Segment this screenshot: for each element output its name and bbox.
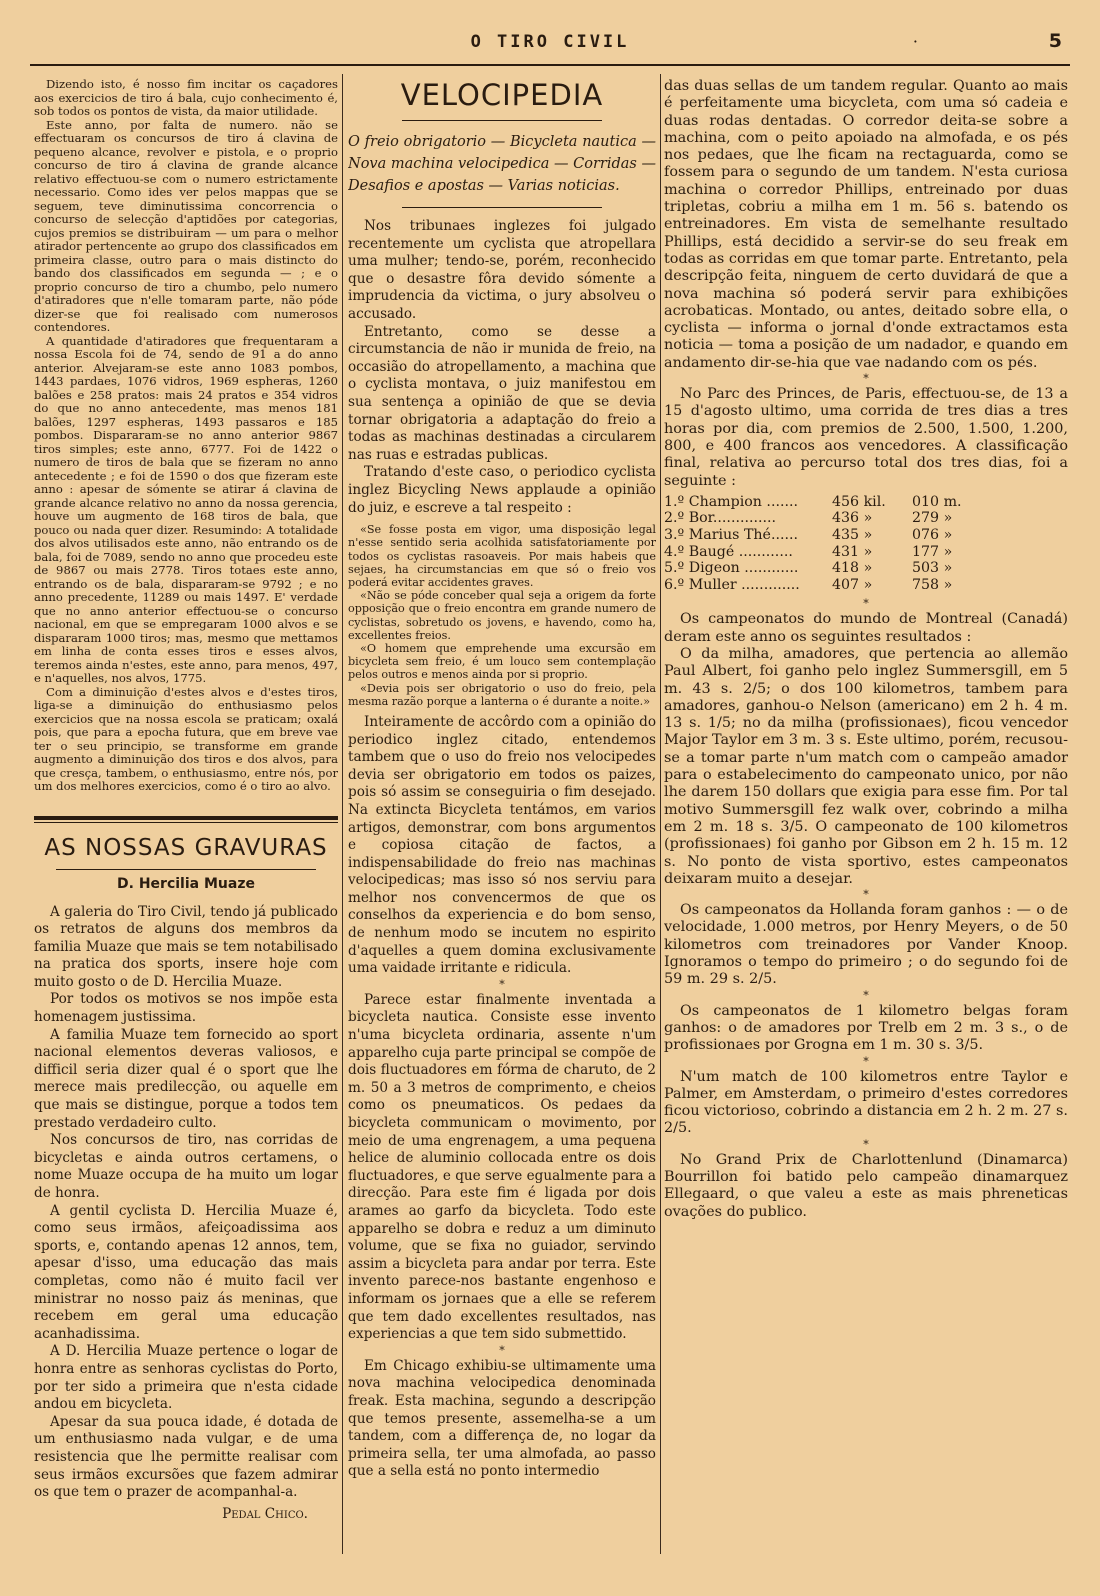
article-person-name: D. Hercilia Muaze — [117, 875, 255, 892]
rider-km: 436 » — [832, 510, 873, 527]
rider-name: 3.º Marius Thé...... — [664, 527, 799, 544]
paragraph: No Grand Prix de Charlottenlund (Dinamarca) Bourrillon foi batido pelo campeão dinamarquez Ellegaard, o que valeu a este as mais phreneticas ovações do publico. — [664, 1151, 1068, 1220]
rider-name: 5.º Digeon ............ — [664, 560, 799, 577]
rider-m: 503 » — [912, 560, 953, 577]
header-rule — [30, 64, 1070, 66]
rider-name: 6.º Muller ............. — [664, 576, 800, 593]
paragraph: Em Chicago exhibiu-se ultimamente uma nova machina velocipedica denominada freak. Esta machina, segundo a descripção que temos presente, assemelha-se a um tandem, com a differença de, no logar da primeira sella, ter uma almofada, ao passo que a sella está no ponto intermedio — [348, 1357, 656, 1480]
rider-m: 076 » — [912, 527, 953, 544]
separator-star: * — [863, 1137, 869, 1151]
paragraph: Por todos os motivos se nos impõe esta homenagem justissima. — [34, 991, 338, 1026]
paragraph: Este anno, por falta de numero. não se effectuaram os concursos de tiro á clavina de pequeno alcance, revolver e pistola, e o proprio concurso de tiro á clavina de grande alcance relativo effectuou-se com o numero estrictamente necessario. Como ides ver pelos mappas que se seguem, teve diminutissima concorrencia o concurso de selecção d'aptidões por categorias, cujos premios se distribuiram — um para o melhor atirador pertencente ao grupo dos classificados em primeira classe, outro para o mais distincto do bando dos classificados em segunda — ; e o proprio concurso de tiro a chumbo, pelo numero d'atiradores que n'elle tomaram parte, não póde dizer-se que foi realisado com numerosos contendores. — [34, 117, 338, 334]
paragraph: A galeria do Tiro Civil, tendo já publicado os retratos de alguns dos membros da familia Muaze que mais se tem notabilisado na pratica dos sports, insere hoje com muito gosto o de D. Hercilia Muaze. — [34, 903, 338, 990]
velocipedia-title: VELOCIPEDIA — [400, 78, 604, 112]
rider-km: 407 » — [832, 576, 873, 593]
paragraph: Nos tribunaes inglezes foi julgado recentemente um cyclista que atropellara uma mulher; tendo-se, porém, reconhecido que o desastre fôra devido sómente a imprudencia da victima, o jury absolveu o accusado. — [348, 218, 656, 322]
rider-m: 010 m. — [912, 493, 962, 510]
paragraph: Apesar da sua pouca idade, é dotada de um enthusiasmo nada vulgar, e de uma resistencia que lhe permitte realisar com seus irmãos excursões que fazem admirar os que tem o prazer de acompanhal-a. — [34, 1413, 338, 1501]
table-row — [664, 510, 1068, 527]
paragraph: Inteiramente de accôrdo com a opinião do periodico inglez citado, entendemos tambem que o uso do freio nos velocipedes devia ser obrigatorio em todos os paizes, pois só assim se conseguiria o fim desejado. Na extincta Bicycleta tentámos, em varios artigos, demonstrar, com bons argumentos e copiosa citação de factos, a indispensabilidade do freio nas machinas velocipedicas; mas isso só nos serviu para melhor nos convencermos de que os conselhos da experiencia e do bom senso, de nenhum modo se incutem no espirito d'aquelles a quem domina exclusivamente uma vaidade irritante e ridicula. — [348, 713, 656, 977]
table-row — [664, 527, 1068, 544]
paragraph: A familia Muaze tem fornecido ao sport nacional elementos deveras valiosos, e difficil seria dizer qual é o sport que lhe merece mais predilecção, ou aquelle em que mais se distingue, porque a todos tem prestado verdadeiro culto. — [34, 1026, 338, 1131]
title-underline — [402, 120, 602, 121]
rider-m: 279 » — [912, 510, 953, 527]
quote-paragraph: «Não se póde conceber qual seja a origem da forte opposição que o freio encontra em grande numero de cyclistas, sobretudo os jovens, e havendo, como ha, excellentes freios. — [348, 589, 656, 642]
separator-star: * — [863, 888, 869, 902]
separator-star: * — [863, 1054, 869, 1068]
table-row — [664, 577, 1068, 594]
paragraph: Os campeonatos do mundo de Montreal (Canadá) deram este anno os seguintes resultados : — [664, 611, 1068, 645]
column-divider-1 — [342, 74, 343, 1554]
rider-km: 435 » — [832, 527, 873, 544]
rider-km: 431 » — [832, 543, 873, 560]
column-2 — [348, 78, 656, 1556]
quote-paragraph: «Se fosse posta em vigor, uma disposição legal n'esse sentido seria acolhida satisfatoriamente por todos os cyclistas rasoaveis. Por mais habeis que sejaes, ha circumstancias em que só o freio vos poderá evitar accidentes graves. — [348, 523, 656, 589]
section-underline — [56, 869, 316, 870]
paragraph: A gentil cyclista D. Hercilia Muaze é, como seus irmãos, afeiçoadissima aos sports, e, contando apenas 12 annos, tem, apesar d'isso, uma educação das mais completas, como não é muito facil ver ministrar no nosso paiz ás meninas, que recebem em geral uma educação acanhadissima. — [34, 1202, 338, 1342]
gravuras-article — [34, 904, 338, 1502]
page-header — [30, 28, 1070, 64]
paragraph: Com a diminuição d'estes alvos e d'estes tiros, liga-se a diminuição do enthusiasmo pelos exercicios que na nossa escola se praticam; oxalá pois, que para a epocha futura, que em breve vae ter o seu principio, se transforme em grande augmento a diminuição dos tiros e dos alvos, para que cresça, tambem, o enthusiasmo, entre nós, por um dos melhores exercicios, como é o tiro ao alvo. — [34, 684, 338, 793]
paragraph: O da milha, amadores, que pertencia ao allemão Paul Albert, foi ganho pelo inglez Summersgill, em 5 m. 43 s. 2/5; o dos 100 kilometros, tambem para amadores, ganhou-o Nelson (americano) em 2 h. 4 m. 13 s. 1/5; no da milha (profissionaes), ficou vencedor Major Taylor em 3 m. 3 s. Este ultimo, porém, recusou-se a tomar parte n'um match com o campeão amador para o estabelecimento do campeonato unico, por não lhe darem 150 dollars que exigia para esse fim. Por tal motivo Summersgill fez walk over, cobrindo a milha em 2 m. 18 s. 3/5. O campeonato de 100 kilometros (profissionaes) foi ganho por Gibson em 2 h. 15 m. 12 s. No ponto de vista sportivo, estes campeonatos deixaram muito a desejar. — [664, 645, 1068, 887]
paragraph: A D. Hercilia Muaze pertence o logar de honra entre as senhoras cyclistas do Porto, por ter sido a primeira que n'esta cidade andou em bicycleta. — [34, 1343, 338, 1413]
rider-name: 4.º Baugé ............ — [664, 543, 793, 560]
separator-star: * — [863, 988, 869, 1002]
section-rule-thick — [34, 816, 338, 820]
column-divider-2 — [660, 74, 661, 1554]
separator-star: * — [863, 597, 869, 611]
article-continuation — [348, 714, 656, 1481]
header-dot: · — [912, 32, 918, 51]
rider-m: 177 » — [912, 543, 953, 560]
table-row — [664, 560, 1068, 577]
page-number: 5 — [1048, 30, 1062, 52]
section-title: AS NOSSAS GRAVURAS — [44, 834, 328, 861]
shooting-report — [34, 78, 338, 794]
paragraph: Os campeonatos de 1 kilometro belgas foram ganhos: o de amadores por Trelb em 2 m. 3 s., o de profissionaes por Grogna em 1 m. 30 s. 3/5. — [664, 1002, 1068, 1054]
column-3 — [664, 78, 1068, 1556]
paragraph: das duas sellas de um tandem regular. Quanto ao mais é perfeitamente uma bicycleta, com uma só cadeia e duas rodas dentadas. O corredor deita-se sobre a machina, com o peito apoiado na almofada, e os pés nos pedaes, que lhe ficam na rectaguarda, como se fossem para o segundo de um tandem. N'esta curiosa machina o corredor Phillips, entreinado por duas tripletas, cobriu a milha em 1 m. 56 s. batendo os entreinadores. Em vista de semelhante resultado Phillips, está decidido a servir-se do seu freak em todas as corridas em que tomar parte. Entretanto, pela descripção feita, ninguem de certo duvidará de que a nova machina só poderá servir para exhibições acrobaticas. Montado, ou antes, deitado sobre ella, o cyclista — informa o jornal d'onde extractamos esta noticia — toma a posição de um nadador, e quando em andamento dir-se-hia que vae nadando com os pés. — [664, 78, 1068, 371]
table-row — [664, 544, 1068, 561]
author-signature: Pedal Chico. — [222, 1505, 308, 1522]
subhead-underline — [402, 207, 602, 208]
section-rule-thin — [34, 822, 338, 823]
separator-star: * — [499, 977, 505, 991]
table-row — [664, 494, 1068, 511]
paragraph: Dizendo isto, é nosso fim incitar os caçadores aos exercicios de tiro á bala, cujo conhecimento é, sob todos os pontos de vista, da maior utilidade. — [34, 78, 338, 118]
column-1 — [34, 78, 338, 1556]
paragraph: Tratando d'este caso, o periodico cyclista inglez Bicycling News applaude a opinião do juiz, e escreve a tal respeito : — [348, 464, 656, 516]
paragraph: Parece estar finalmente inventada a bicycleta nautica. Consiste esse invento n'uma bicycleta ordinaria, assente n'um apparelho cuja parte principal se compõe de dois fluctuadores em fórma de charuto, de 2 m. 50 a 3 metros de comprimento, e cheios como os pneumaticos. Os pedaes da bicycleta communicam o movimento, por meio de uma engrenagem, a uma pequena helice de aluminio collocada entre os dois fluctuadores, e que serve egualmente para a direcção. Para este fim é ligada por dois arames ao garfo da bicycleta. Todo este apparelho se dobra e reduz a um diminuto volume, que se fixa no guiador, servindo assim a bicycleta para andar por terra. Este invento parece-nos bastante engenhoso e informam os jornaes que a elle se referem que tem dado excellentes resultados, nas experiencias a que tem sido submettido. — [348, 991, 656, 1343]
rider-km: 418 » — [832, 560, 873, 577]
newspaper-title: O TIRO CIVIL — [470, 32, 630, 52]
paragraph: Os campeonatos da Hollanda foram ganhos : — o de velocidade, 1.000 metros, por Henry Meyers, o de 50 kilometros com treinadores por Vander Knoop. Ignoramos o tempo do primeiro ; o do segundo foi de 59 m. 29 s. 2/5. — [664, 902, 1068, 988]
velocipedia-continued — [664, 78, 1068, 1221]
rider-km: 456 kil. — [832, 493, 886, 510]
velocipedia-article — [348, 218, 656, 517]
rider-name: 1.º Champion ....... — [664, 493, 798, 510]
velocipedia-subhead: O freio obrigatorio — Bicycleta nautica — Nova machina velocipedica — Corridas — Desafios e apostas — Varias noticias. — [348, 134, 656, 194]
quote-paragraph: «Devia pois ser obrigatorio o uso do freio, pela mesma razão porque a lanterna o é durante a noite.» — [348, 681, 656, 708]
paragraph: N'um match de 100 kilometros entre Taylor e Palmer, em Amsterdam, o primeiro d'estes corredores ficou victorioso, cobrindo a distancia em 2 h. 2 m. 27 s. 2/5. — [664, 1068, 1068, 1137]
separator-star: * — [863, 372, 869, 386]
rider-m: 758 » — [912, 576, 953, 593]
bicycling-news-quote — [348, 523, 656, 708]
paragraph: No Parc des Princes, de Paris, effectuou-se, de 13 a 15 d'agosto ultimo, uma corrida de tres dias a tres horas por dia, com premios de 2.500, 1.500, 1.200, 800, e 400 francos aos vencedores. A classificação final, relativa ao percurso total dos tres dias, foi a seguinte : — [664, 386, 1068, 489]
quote-paragraph: «O homem que emprehende uma excursão em bicycleta sem freio, é um louco sem contemplação pelos outros e menos ainda por si proprio. — [348, 641, 656, 682]
paragraph: Nos concursos de tiro, nas corridas de bicycletas e ainda outros certamens, o nome Muaze occupa de ha muito um logar de honra. — [34, 1132, 338, 1201]
race-results-table — [664, 494, 1068, 594]
paragraph: Entretanto, como se desse a circumstancia de não ir munida de freio, na occasião do atropellamento, a machina que o cyclista montava, o juiz manifestou em sua sentença a opinião de que se devia tornar obrigatoria a adaptação do freio a todas as machinas destinadas a circularem nas ruas e estradas publicas. — [348, 323, 656, 463]
rider-name: 2.º Bor.............. — [664, 510, 777, 527]
separator-star: * — [499, 1343, 505, 1357]
paragraph: A quantidade d'atiradores que frequentaram a nossa Escola foi de 74, sendo de 91 a do anno anterior. Alvejaram-se este anno 1083 pombos, 1443 pardaes, 1076 vidros, 1969 espheras, 1260 balões e 258 pratos: mais 24 pratos e 354 vidros do que no anno antecedente, mas menos 181 balões, 1297 espheras, 1493 passaros e 185 pombos. Dispararam-se no anno anterior 9867 tiros simples; este anno, 6777. Foi de 1422 o numero de tiros de bala que se fizeram no anno antecedente ; e foi de 1590 o dos que fizeram este anno : apesar de sómente se atirar á clavina de grande alcance relativo no anno da nossa gerencia, houve um augmento de 168 tiros de bala, que pouco ou nada quer dizer. Resumindo: A totalidade dos alvos utilisados este anno, não entrando os de bala, foi de 7089, sendo no anno que procedeu este de 9867 ou mais 2778. Tiros totaes este anno, entrando os de bala, dispararam-se 9792 ; e no anno precedente, 11289 ou mais 1497. E' verdade que no anno anterior effectuou-se o concurso nacional, em que se empregaram 1000 alvos e se dispararam 1000 tiros; mas, mesmo que mettamos em linha de conta esses tiros e esses alvos, teremos ainda n'estes, este anno, para menos, 497, e n'aquelles, nos alvos, 1775. — [34, 333, 338, 685]
